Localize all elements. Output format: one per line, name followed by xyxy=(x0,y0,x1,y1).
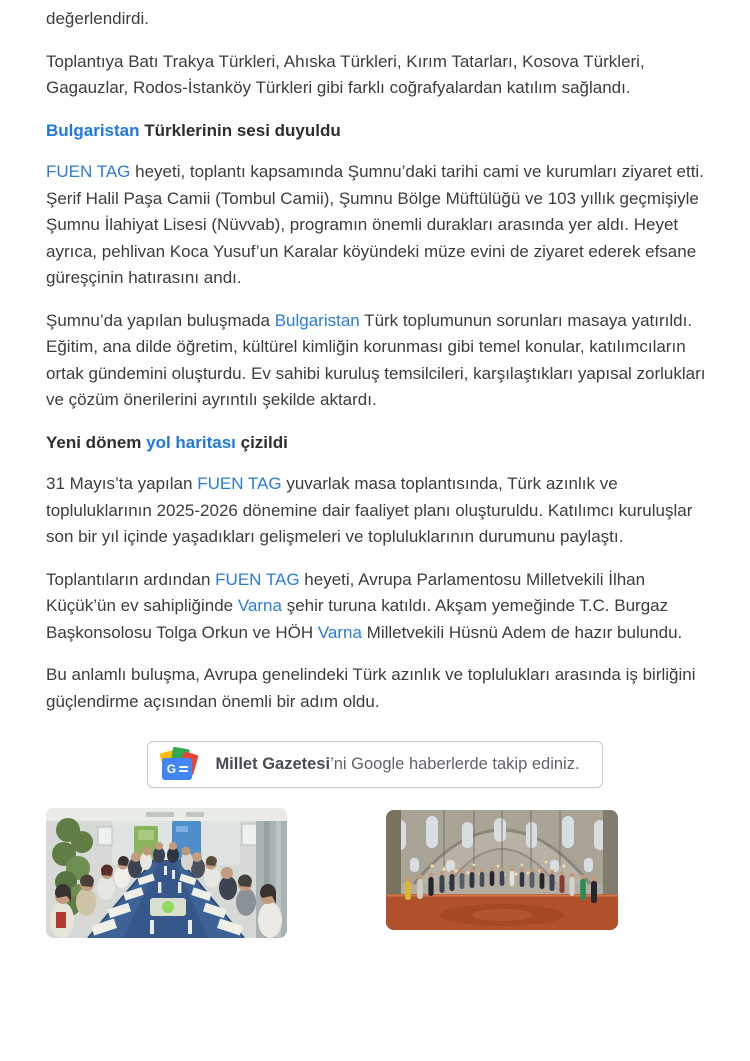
text-segment: şehir turuna katıldı. Akşam yemeğinde T.C. Burgaz Başkonsolosu Tolga Orkun ve HÖH xyxy=(46,596,669,642)
inline-link[interactable]: yol haritası xyxy=(146,432,236,452)
text-segment: değerlendirdi. xyxy=(46,9,150,28)
inline-link[interactable]: Bulgaristan xyxy=(274,310,360,330)
google-news-icon-lines xyxy=(179,766,188,772)
text-segment: heyeti, Avrupa Parlamentosu Milletvekili İlhan Küçük’ün ev sahipliğinde xyxy=(46,569,646,616)
text-segment: Yeni dönem xyxy=(46,432,147,452)
section-heading xyxy=(46,430,706,456)
google-news-follow-button[interactable] xyxy=(147,741,602,788)
section-heading xyxy=(46,118,706,144)
google-news-badge-container xyxy=(0,741,750,788)
google-news-icon xyxy=(160,748,197,781)
meeting-room-photo[interactable] xyxy=(46,808,287,938)
article-paragraph xyxy=(46,567,706,647)
text-segment: Toplantıların ardından xyxy=(46,569,216,589)
meeting-room-photo-graphic xyxy=(46,808,287,938)
text-segment: Toplantıya Batı Trakya Türkleri, Ahıska Türkleri, Kırım Tatarları, Kosova Türkleri, Gagauzlar, Rodos-İstanköy Türkleri gibi farklı coğrafyalardan katılım sağlandı. xyxy=(46,51,645,98)
mosque-interior-photo-graphic xyxy=(386,810,618,930)
photo-gallery-row xyxy=(0,808,750,938)
inline-link[interactable]: FUEN TAG xyxy=(46,162,131,182)
inline-link[interactable]: FUEN TAG xyxy=(215,569,300,589)
text-segment: Türk toplumunun sorunları masaya yatırıldı. Eğitim, ana dilde öğretim, kültürel kimliğin korunması gibi temel konular, katılımcıların ortak gündemini oluşturdu. Ev sahibi kuruluş temsilcileri, karşılaştıkları yapısal zorlukları ve çözüm önerilerini ayrıntılı şekilde aktardı. xyxy=(46,310,706,410)
google-news-badge-text xyxy=(215,755,579,774)
mosque-interior-photo[interactable] xyxy=(386,810,618,930)
google-news-icon-blue xyxy=(162,758,192,780)
article-paragraph xyxy=(46,662,706,715)
text-segment: Şumnu’da yapılan buluşmada xyxy=(46,310,275,330)
article-paragraph xyxy=(46,49,706,102)
badge-suffix-text: ’ni Google haberlerde takip ediniz. xyxy=(330,755,580,774)
text-segment: çizildi xyxy=(235,432,288,452)
inline-link[interactable]: FUEN TAG xyxy=(197,474,282,494)
google-news-icon-letter: G xyxy=(166,762,177,777)
article-paragraph xyxy=(46,308,706,414)
text-segment: 31 Mayıs’ta yapılan xyxy=(46,474,198,494)
article-paragraph xyxy=(46,159,706,292)
article-paragraph xyxy=(46,6,706,33)
text-segment: Milletvekili Hüsnü Adem de hazır bulundu. xyxy=(361,622,683,642)
badge-source-name: Millet Gazetesi xyxy=(215,755,331,774)
inline-link[interactable]: Varna xyxy=(237,596,282,616)
text-segment: yuvarlak masa toplantısında, Türk azınlık ve topluluklarının 2025-2026 dönemine dair faaliyet planı oluşturuldu. Katılımcı kuruluşlar son bir yıl içinde yaşadıkları gelişmeleri ve topluluklarının durumunu paylaştı. xyxy=(46,474,693,547)
inline-link[interactable]: Varna xyxy=(317,622,362,642)
text-segment: Türklerinin sesi duyuldu xyxy=(139,120,341,140)
article-paragraph xyxy=(46,471,706,551)
text-segment: Bu anlamlı buluşma, Avrupa genelindeki Türk azınlık ve toplulukları arasında iş birliğini güçlendirme açısından önemli bir adım oldu. xyxy=(46,665,696,711)
text-segment: heyeti, toplantı kapsamında Şumnu’daki tarihi cami ve kurumları ziyaret etti. Şerif Halil Paşa Camii (Tombul Camii), Şumnu Bölge Müftülüğü ve 103 yıllık geçmişiyle Şumnu İlahiyat Lisesi (Nüvvab), programın önemli durakları arasında yer aldı. Heyet ayrıca, pehlivan Koca Yusuf’un Karalar köyündeki müze evini de ziyaret ederek efsane güreşçinin hatırasını andı. xyxy=(46,162,704,288)
inline-link[interactable]: Bulgaristan xyxy=(46,120,140,140)
